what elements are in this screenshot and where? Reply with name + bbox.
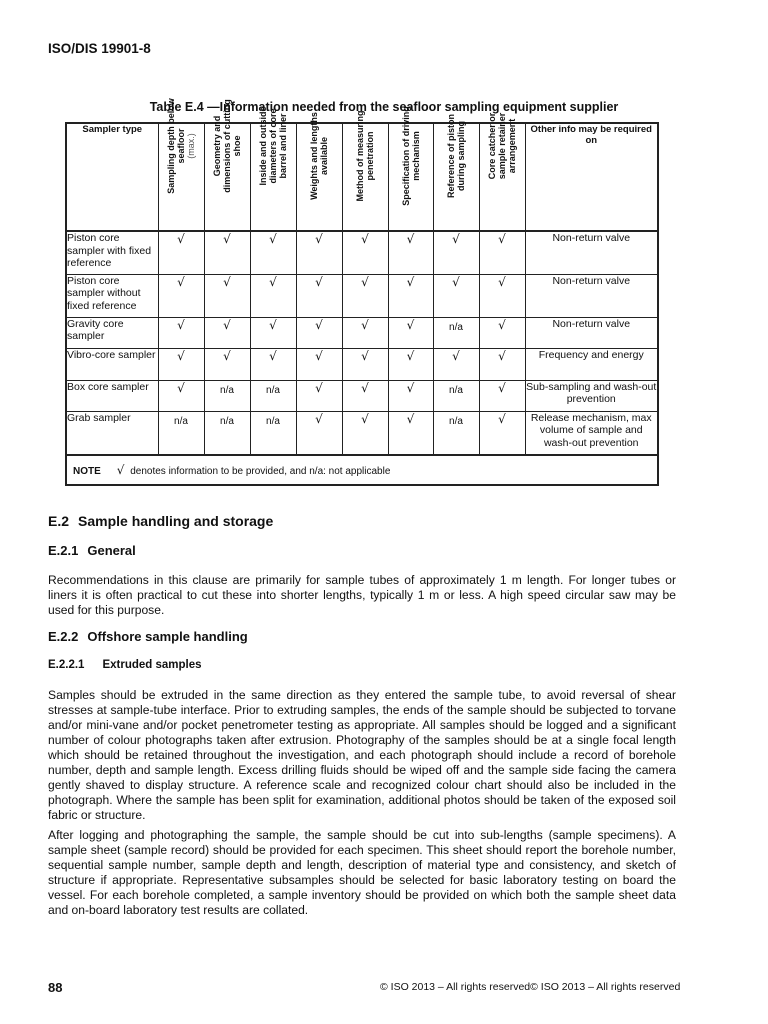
mark-cell: n/a <box>250 411 296 455</box>
column-header-label: Geometry and dimensions of cutting shoe <box>212 99 242 193</box>
table-note <box>66 455 658 485</box>
mark-cell: √ <box>342 380 388 411</box>
mark-cell: n/a <box>158 411 204 455</box>
section-number: E.2 <box>48 513 70 529</box>
mark-cell: √ <box>204 348 250 380</box>
mark-cell: √ <box>388 380 433 411</box>
mark-cell: n/a <box>204 380 250 411</box>
column-header-label: Weights and lengths available <box>309 112 329 200</box>
mark-cell: √ <box>433 274 479 317</box>
other-info-cell: Non-return valve <box>525 317 658 348</box>
table-note-row <box>66 455 658 485</box>
section-title: Offshore sample handling <box>87 629 248 644</box>
column-header-sub: (max.) <box>186 133 196 159</box>
column-header-weights <box>296 112 342 231</box>
mark-cell: √ <box>479 380 525 411</box>
mark-cell: √ <box>342 348 388 380</box>
section-heading-e2 <box>48 513 273 529</box>
mark-cell: √ <box>296 380 342 411</box>
mark-cell: √ <box>204 231 250 274</box>
table-row <box>66 348 658 380</box>
column-header-sampler-type: Sampler type <box>66 123 158 231</box>
mark-cell: n/a <box>433 380 479 411</box>
section-title: General <box>87 543 136 558</box>
check-symbol-icon: √ <box>116 463 125 477</box>
column-header-core-catcher <box>479 112 525 231</box>
paragraph-extruded-samples-2: After logging and photographing the sample, the sample should be cut into sub-lengths (sample specimens). A sample sheet (sample record) should be provided for each specimen. This sheet should report the borehole number, sequential sample number, sample depth and length, description of material type and consistency, and sketch of structure if appropriate. Representative subsamples should be selected for basic laboratory testing on board the vessel. For each borehole completed, a sample inventory should be provided on which both the sample sheet data and on-board laboratory test results are collated. <box>48 828 676 917</box>
mark-cell: √ <box>479 274 525 317</box>
copyright-notice: © ISO 2013 – All rights reserved© ISO 2013 – All rights reserved <box>380 981 681 993</box>
note-text: denotes information to be provided, and n/a: not applicable <box>130 466 391 477</box>
mark-cell: √ <box>296 231 342 274</box>
column-header-label: Core catcher or sample retainer arrangement <box>487 112 517 180</box>
section-number: E.2.2.1 <box>48 659 85 671</box>
mark-cell: √ <box>296 348 342 380</box>
column-header-driving-mechanism <box>388 106 433 231</box>
table-row <box>66 317 658 348</box>
document-id: ISO/DIS 19901-8 <box>48 41 151 56</box>
column-header-label: Reference of piston during sampling <box>446 114 466 199</box>
mark-cell: √ <box>388 231 433 274</box>
other-info-cell: Release mechanism, max volume of sample and wash-out prevention <box>525 411 658 455</box>
mark-cell: √ <box>479 411 525 455</box>
mark-cell: √ <box>433 231 479 274</box>
section-title: Sample handling and storage <box>78 513 274 529</box>
mark-cell: √ <box>158 231 204 274</box>
mark-cell: √ <box>388 317 433 348</box>
table-header-row <box>66 123 658 231</box>
other-info-cell: Frequency and energy <box>525 348 658 380</box>
table-title: Table E.4 —Information needed from the seafloor sampling equipment supplier <box>149 100 619 114</box>
mark-cell: √ <box>342 317 388 348</box>
mark-cell: √ <box>342 274 388 317</box>
mark-cell: n/a <box>433 411 479 455</box>
column-header-label: Specification of driving mechanism <box>400 106 421 206</box>
column-header-label: Method of measuring penetration <box>355 110 375 202</box>
column-header-penetration <box>342 110 388 231</box>
table-row <box>66 411 658 455</box>
column-header-label: Inside and outside diameters of core barrel and liner <box>258 106 288 186</box>
column-header-cutting-shoe <box>204 99 250 231</box>
mark-cell: √ <box>342 231 388 274</box>
mark-cell: √ <box>250 317 296 348</box>
mark-cell: √ <box>296 274 342 317</box>
sampler-name: Gravity core sampler <box>66 317 158 348</box>
mark-cell: √ <box>250 348 296 380</box>
mark-cell: √ <box>158 317 204 348</box>
mark-cell: n/a <box>250 380 296 411</box>
section-heading-e22 <box>48 629 248 644</box>
sampler-name: Box core sampler <box>66 380 158 411</box>
mark-cell: √ <box>388 274 433 317</box>
sampler-name: Vibro-core sampler <box>66 348 158 380</box>
mark-cell: √ <box>296 317 342 348</box>
column-header-piston-reference <box>433 114 479 231</box>
other-info-cell: Sub-sampling and wash-out prevention <box>525 380 658 411</box>
mark-cell: √ <box>204 274 250 317</box>
table-row <box>66 380 658 411</box>
page-number: 88 <box>48 980 63 995</box>
mark-cell: √ <box>204 317 250 348</box>
mark-cell: n/a <box>433 317 479 348</box>
mark-cell: √ <box>296 411 342 455</box>
section-number: E.2.2 <box>48 629 79 644</box>
sampler-name: Piston core sampler without fixed reference <box>66 274 158 317</box>
mark-cell: √ <box>158 348 204 380</box>
mark-cell: √ <box>433 348 479 380</box>
section-heading-e21 <box>48 543 136 558</box>
mark-cell: √ <box>250 274 296 317</box>
mark-cell: √ <box>388 348 433 380</box>
other-info-cell: Non-return valve <box>525 274 658 317</box>
column-header-other-info: Other info may be required on <box>525 123 658 231</box>
section-heading-e221 <box>48 659 202 671</box>
column-header-label: Sampling depth below seafloor <box>166 98 186 194</box>
sampler-name: Grab sampler <box>66 411 158 455</box>
mark-cell: n/a <box>204 411 250 455</box>
paragraph-extruded-samples-1: Samples should be extruded in the same direction as they entered the sample tube, to avoid reversal of shear stresses at sample-tube interface. Prior to extruding samples, the ends of the sample should be subjected to torvane and/or mini-vane and/or pocket penetrometer testing as appropriate. All samples should be logged and a significant number of colour photographs taken after extrusion. Photography of the samples should be at a single focal length which should be retained throughout the investigation, and each photograph should include a record of borehole number, depth and sample length. Excess drilling fluids should be wiped off and the sample side facing the camera gently shaved to display structure. A reference scale and recognized colour chart should also be included in the photograph. Where the sample has been split for examination, additional photos should be taken of the exposed soil fabric or structure. <box>48 688 676 822</box>
mark-cell: √ <box>479 317 525 348</box>
section-title: Extruded samples <box>102 659 202 671</box>
mark-cell: √ <box>479 231 525 274</box>
note-label: NOTE <box>73 466 101 477</box>
column-header-diameters <box>250 106 296 231</box>
mark-cell: √ <box>250 231 296 274</box>
section-number: E.2.1 <box>48 543 79 558</box>
table-row <box>66 231 658 274</box>
table-row <box>66 274 658 317</box>
other-info-cell: Non-return valve <box>525 231 658 274</box>
paragraph-general: Recommendations in this clause are primarily for sample tubes of approximately 1 m length. For longer tubes or liners it is often practical to cut these into shorter lengths, typically 1 m or less. A high speed circular saw may be used for this purpose. <box>48 573 676 617</box>
mark-cell: √ <box>158 380 204 411</box>
mark-cell: √ <box>388 411 433 455</box>
mark-cell: √ <box>479 348 525 380</box>
mark-cell: √ <box>342 411 388 455</box>
mark-cell: √ <box>158 274 204 317</box>
sampler-name: Piston core sampler with fixed reference <box>66 231 158 274</box>
column-header-sampling-depth <box>158 98 204 231</box>
